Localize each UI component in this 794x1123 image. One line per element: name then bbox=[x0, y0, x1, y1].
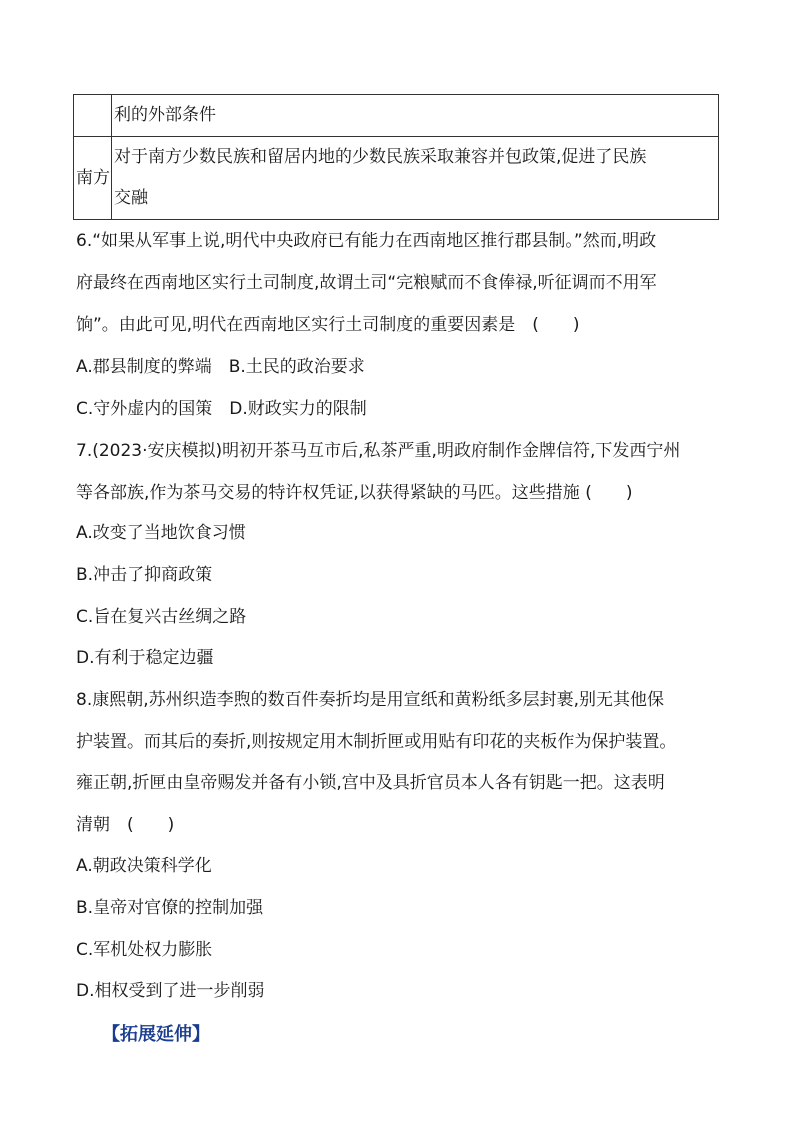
q7-option-c: C.旨在复兴古丝绸之路 bbox=[76, 607, 247, 627]
table-cell-label: 南方 bbox=[74, 137, 112, 220]
q6-option-line: C.守外虚内的国策 D.财政实力的限制 bbox=[76, 399, 367, 419]
q7-option-b: B.冲击了抑商政策 bbox=[76, 565, 213, 585]
table-row bbox=[74, 137, 719, 220]
table-cell-label bbox=[74, 95, 112, 137]
table-cell-text bbox=[112, 137, 719, 220]
table-row bbox=[74, 95, 719, 137]
policy-table bbox=[73, 94, 719, 220]
table-cell-line: 对于南方少数民族和留居内地的少数民族采取兼容并包政策,促进了民族 bbox=[114, 147, 647, 167]
section-heading: 【拓展延伸】 bbox=[102, 1024, 210, 1045]
q8-option-d: D.相权受到了进一步削弱 bbox=[76, 981, 265, 1001]
q8-stem-line: 8.康熙朝,苏州织造李煦的数百件奏折均是用宣纸和黄粉纸多层封裹,别无其他保 bbox=[76, 690, 665, 710]
q7-option-d: D.有利于稳定边疆 bbox=[76, 648, 214, 668]
q8-stem-line: 护装置。而其后的奏折,则按规定用木制折匣或用贴有印花的夹板作为保护装置。 bbox=[76, 732, 677, 752]
q7-stem-line: 7.(2023·安庆模拟)明初开茶马互市后,私茶严重,明政府制作金牌信符,下发西宁州 bbox=[76, 441, 681, 461]
q6-option-line: A.郡县制度的弊端 B.土民的政治要求 bbox=[76, 357, 365, 377]
q8-option-b: B.皇帝对官僚的控制加强 bbox=[76, 898, 264, 918]
table-cell-text: 利的外部条件 bbox=[112, 95, 719, 137]
q8-option-c: C.军机处权力膨胀 bbox=[76, 940, 213, 960]
q6-stem-line: 饷”。由此可见,明代在西南地区实行土司制度的重要因素是 ( ) bbox=[76, 315, 580, 335]
q8-stem-line: 雍正朝,折匣由皇帝赐发并备有小锁,宫中及具折官员本人各有钥匙一把。这表明 bbox=[76, 773, 665, 793]
q6-stem-line: 府最终在西南地区实行土司制度,故谓土司“完粮赋而不食俸禄,听征调而不用军 bbox=[76, 273, 657, 293]
table-cell-line: 交融 bbox=[114, 188, 148, 208]
q7-option-a: A.改变了当地饮食习惯 bbox=[76, 523, 246, 543]
q8-option-a: A.朝政决策科学化 bbox=[76, 856, 212, 876]
q8-stem-line: 清朝 ( ) bbox=[76, 815, 175, 835]
q7-stem-line: 等各部族,作为茶马交易的特许权凭证,以获得紧缺的马匹。这些措施 ( ) bbox=[76, 483, 633, 503]
q6-stem-line: 6.“如果从军事上说,明代中央政府已有能力在西南地区推行郡县制。”然而,明政 bbox=[76, 231, 657, 251]
